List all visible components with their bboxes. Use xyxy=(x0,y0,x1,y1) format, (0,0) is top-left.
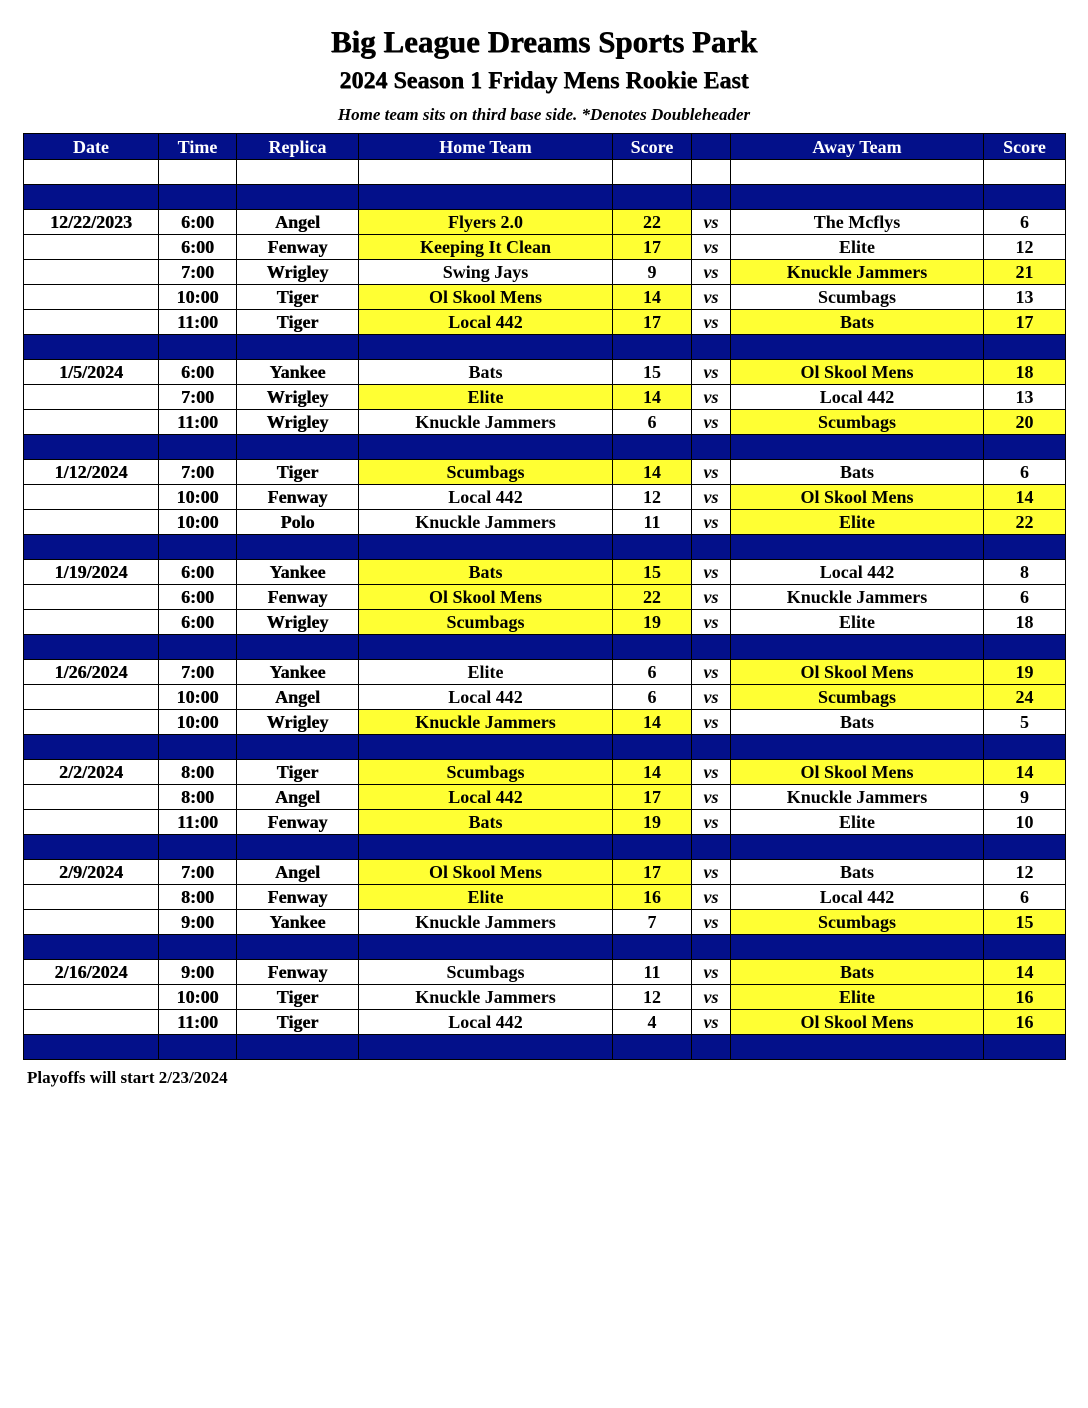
date-cell xyxy=(24,410,159,435)
away-team-cell: Ol Skool Mens xyxy=(731,660,984,685)
home-score-cell: 17 xyxy=(613,310,692,335)
replica-cell: Tiger xyxy=(237,285,359,310)
home-team-cell: Ol Skool Mens xyxy=(359,860,613,885)
vs-cell: vs xyxy=(692,360,731,385)
date-cell: 2/2/2024 xyxy=(24,760,159,785)
away-score-cell: 14 xyxy=(984,960,1066,985)
away-score-cell: 12 xyxy=(984,235,1066,260)
date-cell xyxy=(24,710,159,735)
home-score-cell: 6 xyxy=(613,410,692,435)
home-team-cell: Elite xyxy=(359,385,613,410)
date-cell xyxy=(24,985,159,1010)
time-cell: 10:00 xyxy=(159,685,237,710)
vs-cell: vs xyxy=(692,310,731,335)
date-cell xyxy=(24,810,159,835)
game-row xyxy=(24,910,1066,935)
vs-cell: vs xyxy=(692,710,731,735)
date-cell: 2/16/2024 xyxy=(24,960,159,985)
date-cell: 1/12/2024 xyxy=(24,460,159,485)
replica-cell: Fenway xyxy=(237,585,359,610)
game-row xyxy=(24,985,1066,1010)
replica-cell: Polo xyxy=(237,510,359,535)
time-cell: 6:00 xyxy=(159,560,237,585)
home-score-cell: 22 xyxy=(613,210,692,235)
header-away-score: Score xyxy=(984,134,1066,160)
away-team-cell: Ol Skool Mens xyxy=(731,360,984,385)
header-row xyxy=(24,134,1066,160)
week-separator xyxy=(24,335,1066,360)
header-vs xyxy=(692,134,731,160)
home-score-cell: 14 xyxy=(613,460,692,485)
away-team-cell: The Mcflys xyxy=(731,210,984,235)
home-team-cell: Swing Jays xyxy=(359,260,613,285)
vs-cell: vs xyxy=(692,985,731,1010)
away-team-cell: Ol Skool Mens xyxy=(731,485,984,510)
replica-cell: Fenway xyxy=(237,960,359,985)
time-cell: 6:00 xyxy=(159,210,237,235)
replica-cell: Wrigley xyxy=(237,610,359,635)
time-cell: 7:00 xyxy=(159,385,237,410)
replica-cell: Fenway xyxy=(237,885,359,910)
away-team-cell: Scumbags xyxy=(731,285,984,310)
vs-cell: vs xyxy=(692,885,731,910)
time-cell: 6:00 xyxy=(159,585,237,610)
away-score-cell: 17 xyxy=(984,310,1066,335)
home-team-cell: Knuckle Jammers xyxy=(359,410,613,435)
vs-cell: vs xyxy=(692,685,731,710)
game-row xyxy=(24,860,1066,885)
home-team-cell: Elite xyxy=(359,660,613,685)
home-score-cell: 12 xyxy=(613,985,692,1010)
date-cell xyxy=(24,235,159,260)
game-row xyxy=(24,260,1066,285)
away-team-cell: Ol Skool Mens xyxy=(731,760,984,785)
game-row xyxy=(24,210,1066,235)
home-team-cell: Local 442 xyxy=(359,1010,613,1035)
home-score-cell: 16 xyxy=(613,885,692,910)
away-team-cell: Bats xyxy=(731,960,984,985)
away-score-cell: 6 xyxy=(984,585,1066,610)
away-score-cell: 13 xyxy=(984,385,1066,410)
game-row xyxy=(24,1010,1066,1035)
vs-cell: vs xyxy=(692,910,731,935)
date-cell xyxy=(24,510,159,535)
blank-row xyxy=(24,160,1066,185)
vs-cell: vs xyxy=(692,260,731,285)
away-score-cell: 6 xyxy=(984,460,1066,485)
header-away-team: Away Team xyxy=(731,134,984,160)
away-score-cell: 18 xyxy=(984,610,1066,635)
home-team-cell: Local 442 xyxy=(359,485,613,510)
game-row xyxy=(24,685,1066,710)
game-row xyxy=(24,885,1066,910)
header-date: Date xyxy=(24,134,159,160)
away-team-cell: Local 442 xyxy=(731,385,984,410)
game-row xyxy=(24,285,1066,310)
home-score-cell: 17 xyxy=(613,235,692,260)
away-score-cell: 6 xyxy=(984,210,1066,235)
home-team-cell: Keeping It Clean xyxy=(359,235,613,260)
date-cell xyxy=(24,685,159,710)
vs-cell: vs xyxy=(692,585,731,610)
schedule-body xyxy=(24,160,1066,1060)
replica-cell: Wrigley xyxy=(237,385,359,410)
away-team-cell: Knuckle Jammers xyxy=(731,585,984,610)
home-score-cell: 11 xyxy=(613,960,692,985)
date-cell xyxy=(24,785,159,810)
away-score-cell: 19 xyxy=(984,660,1066,685)
home-team-cell: Knuckle Jammers xyxy=(359,710,613,735)
away-score-cell: 13 xyxy=(984,285,1066,310)
header-home-score: Score xyxy=(613,134,692,160)
date-cell: 2/9/2024 xyxy=(24,860,159,885)
away-score-cell: 6 xyxy=(984,885,1066,910)
game-row xyxy=(24,410,1066,435)
time-cell: 8:00 xyxy=(159,785,237,810)
game-row xyxy=(24,485,1066,510)
home-score-cell: 14 xyxy=(613,760,692,785)
page-note: Home team sits on third base side. *Denotes Doubleheader xyxy=(337,105,751,124)
home-score-cell: 4 xyxy=(613,1010,692,1035)
home-score-cell: 17 xyxy=(613,860,692,885)
header-time: Time xyxy=(159,134,237,160)
replica-cell: Fenway xyxy=(237,485,359,510)
away-score-cell: 15 xyxy=(984,910,1066,935)
header-replica: Replica xyxy=(237,134,359,160)
home-score-cell: 19 xyxy=(613,810,692,835)
replica-cell: Yankee xyxy=(237,910,359,935)
replica-cell: Yankee xyxy=(237,560,359,585)
game-row xyxy=(24,660,1066,685)
home-score-cell: 15 xyxy=(613,360,692,385)
home-score-cell: 7 xyxy=(613,910,692,935)
home-score-cell: 6 xyxy=(613,685,692,710)
home-score-cell: 14 xyxy=(613,385,692,410)
time-cell: 10:00 xyxy=(159,510,237,535)
date-cell xyxy=(24,310,159,335)
home-score-cell: 9 xyxy=(613,260,692,285)
vs-cell: vs xyxy=(692,385,731,410)
date-cell: 1/26/2024 xyxy=(24,660,159,685)
home-team-cell: Knuckle Jammers xyxy=(359,985,613,1010)
vs-cell: vs xyxy=(692,660,731,685)
vs-cell: vs xyxy=(692,460,731,485)
home-team-cell: Scumbags xyxy=(359,610,613,635)
week-separator xyxy=(24,435,1066,460)
vs-cell: vs xyxy=(692,1010,731,1035)
replica-cell: Tiger xyxy=(237,1010,359,1035)
game-row xyxy=(24,810,1066,835)
away-score-cell: 22 xyxy=(984,510,1066,535)
replica-cell: Wrigley xyxy=(237,260,359,285)
away-score-cell: 12 xyxy=(984,860,1066,885)
game-row xyxy=(24,760,1066,785)
vs-cell: vs xyxy=(692,285,731,310)
game-row xyxy=(24,235,1066,260)
time-cell: 7:00 xyxy=(159,660,237,685)
away-team-cell: Elite xyxy=(731,235,984,260)
home-team-cell: Scumbags xyxy=(359,960,613,985)
home-team-cell: Scumbags xyxy=(359,760,613,785)
week-separator xyxy=(24,635,1066,660)
away-score-cell: 20 xyxy=(984,410,1066,435)
game-row xyxy=(24,610,1066,635)
home-score-cell: 19 xyxy=(613,610,692,635)
away-score-cell: 14 xyxy=(984,760,1066,785)
page-title: Big League Dreams Sports Park xyxy=(330,24,758,59)
replica-cell: Fenway xyxy=(237,235,359,260)
away-team-cell: Bats xyxy=(731,310,984,335)
away-team-cell: Scumbags xyxy=(731,410,984,435)
away-team-cell: Ol Skool Mens xyxy=(731,1010,984,1035)
game-row xyxy=(24,560,1066,585)
vs-cell: vs xyxy=(692,810,731,835)
away-team-cell: Knuckle Jammers xyxy=(731,260,984,285)
home-team-cell: Knuckle Jammers xyxy=(359,510,613,535)
away-team-cell: Bats xyxy=(731,710,984,735)
home-score-cell: 14 xyxy=(613,710,692,735)
away-team-cell: Scumbags xyxy=(731,910,984,935)
home-team-cell: Bats xyxy=(359,810,613,835)
time-cell: 8:00 xyxy=(159,760,237,785)
home-score-cell: 15 xyxy=(613,560,692,585)
home-team-cell: Ol Skool Mens xyxy=(359,285,613,310)
home-team-cell: Local 442 xyxy=(359,785,613,810)
away-team-cell: Local 442 xyxy=(731,560,984,585)
vs-cell: vs xyxy=(692,860,731,885)
header-home-team: Home Team xyxy=(359,134,613,160)
game-row xyxy=(24,510,1066,535)
game-row xyxy=(24,960,1066,985)
replica-cell: Angel xyxy=(237,860,359,885)
game-row xyxy=(24,785,1066,810)
away-score-cell: 18 xyxy=(984,360,1066,385)
away-score-cell: 16 xyxy=(984,985,1066,1010)
date-cell xyxy=(24,260,159,285)
replica-cell: Tiger xyxy=(237,460,359,485)
replica-cell: Fenway xyxy=(237,810,359,835)
away-team-cell: Bats xyxy=(731,860,984,885)
replica-cell: Wrigley xyxy=(237,410,359,435)
away-team-cell: Local 442 xyxy=(731,885,984,910)
page-subtitle: 2024 Season 1 Friday Mens Rookie East xyxy=(339,68,749,94)
date-cell: 1/19/2024 xyxy=(24,560,159,585)
replica-cell: Yankee xyxy=(237,660,359,685)
replica-cell: Yankee xyxy=(237,360,359,385)
week-separator xyxy=(24,935,1066,960)
home-team-cell: Ol Skool Mens xyxy=(359,585,613,610)
time-cell: 6:00 xyxy=(159,235,237,260)
away-score-cell: 24 xyxy=(984,685,1066,710)
schedule-table xyxy=(23,133,1066,1060)
date-cell xyxy=(24,610,159,635)
vs-cell: vs xyxy=(692,410,731,435)
date-cell xyxy=(24,585,159,610)
game-row xyxy=(24,460,1066,485)
time-cell: 11:00 xyxy=(159,310,237,335)
replica-cell: Wrigley xyxy=(237,710,359,735)
date-cell xyxy=(24,910,159,935)
time-cell: 11:00 xyxy=(159,410,237,435)
game-row xyxy=(24,710,1066,735)
time-cell: 9:00 xyxy=(159,910,237,935)
time-cell: 9:00 xyxy=(159,960,237,985)
time-cell: 10:00 xyxy=(159,985,237,1010)
home-team-cell: Elite xyxy=(359,885,613,910)
home-score-cell: 14 xyxy=(613,285,692,310)
away-score-cell: 14 xyxy=(984,485,1066,510)
time-cell: 7:00 xyxy=(159,260,237,285)
playoffs-note: Playoffs will start 2/23/2024 xyxy=(27,1068,228,1087)
time-cell: 10:00 xyxy=(159,285,237,310)
away-team-cell: Elite xyxy=(731,610,984,635)
home-team-cell: Bats xyxy=(359,360,613,385)
home-team-cell: Knuckle Jammers xyxy=(359,910,613,935)
away-score-cell: 21 xyxy=(984,260,1066,285)
home-score-cell: 11 xyxy=(613,510,692,535)
home-team-cell: Scumbags xyxy=(359,460,613,485)
replica-cell: Angel xyxy=(237,785,359,810)
home-team-cell: Local 442 xyxy=(359,685,613,710)
week-separator xyxy=(24,1035,1066,1060)
time-cell: 7:00 xyxy=(159,460,237,485)
away-team-cell: Knuckle Jammers xyxy=(731,785,984,810)
date-cell xyxy=(24,1010,159,1035)
vs-cell: vs xyxy=(692,235,731,260)
replica-cell: Tiger xyxy=(237,985,359,1010)
home-team-cell: Local 442 xyxy=(359,310,613,335)
replica-cell: Tiger xyxy=(237,760,359,785)
date-cell: 1/5/2024 xyxy=(24,360,159,385)
away-score-cell: 16 xyxy=(984,1010,1066,1035)
home-team-cell: Flyers 2.0 xyxy=(359,210,613,235)
home-score-cell: 6 xyxy=(613,660,692,685)
date-cell xyxy=(24,285,159,310)
away-team-cell: Bats xyxy=(731,460,984,485)
time-cell: 10:00 xyxy=(159,710,237,735)
away-team-cell: Elite xyxy=(731,510,984,535)
week-separator xyxy=(24,835,1066,860)
date-cell xyxy=(24,485,159,510)
time-cell: 6:00 xyxy=(159,360,237,385)
replica-cell: Angel xyxy=(237,210,359,235)
week-separator xyxy=(24,735,1066,760)
time-cell: 7:00 xyxy=(159,860,237,885)
vs-cell: vs xyxy=(692,510,731,535)
game-row xyxy=(24,385,1066,410)
vs-cell: vs xyxy=(692,960,731,985)
time-cell: 8:00 xyxy=(159,885,237,910)
home-score-cell: 17 xyxy=(613,785,692,810)
away-score-cell: 5 xyxy=(984,710,1066,735)
vs-cell: vs xyxy=(692,560,731,585)
replica-cell: Tiger xyxy=(237,310,359,335)
game-row xyxy=(24,360,1066,385)
date-cell xyxy=(24,385,159,410)
home-score-cell: 12 xyxy=(613,485,692,510)
date-cell xyxy=(24,885,159,910)
date-cell: 12/22/2023 xyxy=(24,210,159,235)
game-row xyxy=(24,585,1066,610)
vs-cell: vs xyxy=(692,210,731,235)
away-team-cell: Elite xyxy=(731,985,984,1010)
away-team-cell: Elite xyxy=(731,810,984,835)
game-row xyxy=(24,310,1066,335)
away-team-cell: Scumbags xyxy=(731,685,984,710)
home-team-cell: Bats xyxy=(359,560,613,585)
away-score-cell: 9 xyxy=(984,785,1066,810)
week-separator xyxy=(24,185,1066,210)
vs-cell: vs xyxy=(692,785,731,810)
time-cell: 10:00 xyxy=(159,485,237,510)
vs-cell: vs xyxy=(692,760,731,785)
away-score-cell: 8 xyxy=(984,560,1066,585)
away-score-cell: 10 xyxy=(984,810,1066,835)
time-cell: 6:00 xyxy=(159,610,237,635)
week-separator xyxy=(24,535,1066,560)
time-cell: 11:00 xyxy=(159,1010,237,1035)
replica-cell: Angel xyxy=(237,685,359,710)
time-cell: 11:00 xyxy=(159,810,237,835)
home-score-cell: 22 xyxy=(613,585,692,610)
vs-cell: vs xyxy=(692,485,731,510)
vs-cell: vs xyxy=(692,610,731,635)
